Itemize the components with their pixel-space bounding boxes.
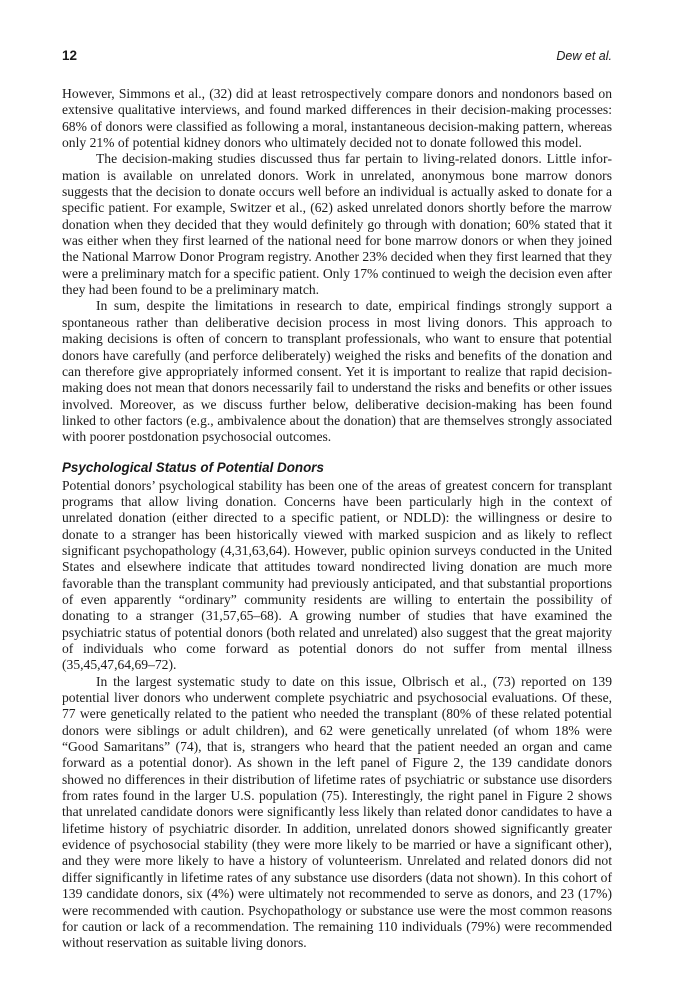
journal-page <box>62 48 612 952</box>
page-number: 12 <box>62 48 78 63</box>
running-author: Dew et al. <box>556 49 612 63</box>
running-head <box>62 48 612 70</box>
paragraph-psychological-stability: Potential donors’ psychological stability has been one of the areas of greatest concern for transplant programs that allow living donation. Concerns have been particularly high in the context of unrelated donation (either directed to a specific patient, or NDLD): the willingness or desire to donate to a stranger has been historically viewed with marked suspicion and as likely to reflect significant psychopathology (4,31,63,64). However, public opinion surveys conducted in the United States and elsewhere indicate that attitudes toward nondirected living donation are much more favorable than the transplant community had previously anticipated, and that substantial proportions of even apparently “ordinary” community residents are willing to entertain the possibility of donating to a stranger (31,57,65–68). A growing number of studies that have examined the psychiatric status of potential donors (both related and unrelated) also suggest that the great majority of individuals who come forward as potential donors do not suffer from mental illness (35,45,47,64,69–72). <box>62 477 612 673</box>
paragraph-unrelated-donors: The decision-making studies discussed thus far pertain to living-related donors. Little information is available on unrelated donors. Work in unrelated, anonymous bone marrow donors suggests that the decision to donate occurs well before an individual is actually asked to donate for a specific patient. For example, Switzer et al., (62) asked unrelated donors shortly before the marrow donation when they decided that they would definitely go through with donation; 60% stated that it was either when they first learned of the national need for bone marrow donors or when they joined the National Marrow Donor Program registry. Another 23% decided when they first learned that they were a preliminary match for a specific patient. Only 17% continued to weigh the decision even after they had been found to be a preliminary match. <box>62 151 612 298</box>
paragraph-summary: In sum, despite the limitations in research to date, empirical findings strongly support a spontaneous rather than deliberative decision process in most living donors. This approach to making decisions is often of concern to transplant professionals, who want to ensure that potential donors have carefully (and perforce deliberately) weighed the risks and benefits of the donation and can therefore give appropriately informed consent. Yet it is important to realize that rapid decision-making does not mean that donors necessarily fail to understand the risks and benefits or other issues involved. Moreover, as we discuss further below, deliberative decision-making has been found linked to other factors (e.g., ambivalence about the donation) that are themselves strongly associated with poorer postdonation psychosocial outcomes. <box>62 298 612 445</box>
section-heading: Psychological Status of Potential Donors <box>62 459 324 475</box>
paragraph-simmons-comparison: However, Simmons et al., (32) did at least retrospectively compare donors and nondonors based on extensive qualitative interviews, and found marked differences in their decision-making processes: 68% of donors were classified as following a moral, instantaneous decision-making pattern, whereas only 21% of potential kidney donors who ultimately decided not to donate followed this model. <box>62 86 612 151</box>
paragraph-olbrisch-study: In the largest systematic study to date on this issue, Olbrisch et al., (73) reported on 139 potential liver donors who underwent complete psychiatric and psychosocial evaluations. Of these, 77 were genetically related to the patient who needed the transplant (80% of these related potential donors were siblings or adult children), and 62 were genetically unrelated (of whom 18% were “Good Samaritans” (74), that is, strangers who heard that the patient needed an organ and came forward as a potential donor). As shown in the left panel of Figure 2, the 139 candidate donors showed no differences in their distribution of lifetime rates of psychiatric or substance use disorders from rates found in the larger U.S. population (75). Interestingly, the right panel in Figure 2 shows that unrelated candidate donors were significantly less likely than related donor candidates to have a lifetime history of psychiatric disorder. In addition, unrelated donors showed significantly greater evidence of psychosocial stability (they were more likely to be married or have a significant other), and they were more likely to have a history of volunteerism. Unrelated and related donors did not differ significantly in lifetime rates of any substance use disorders (data not shown). In this cohort of 139 candidate donors, six (4%) were ultimately not recommended to serve as donors, and 23 (17%) were recommended with caution. Psychopathology or substance use were the most common reasons for caution or lack of a recommendation. The remaining 110 individuals (79%) were recommended without reservation as suitable living donors. <box>62 673 612 951</box>
